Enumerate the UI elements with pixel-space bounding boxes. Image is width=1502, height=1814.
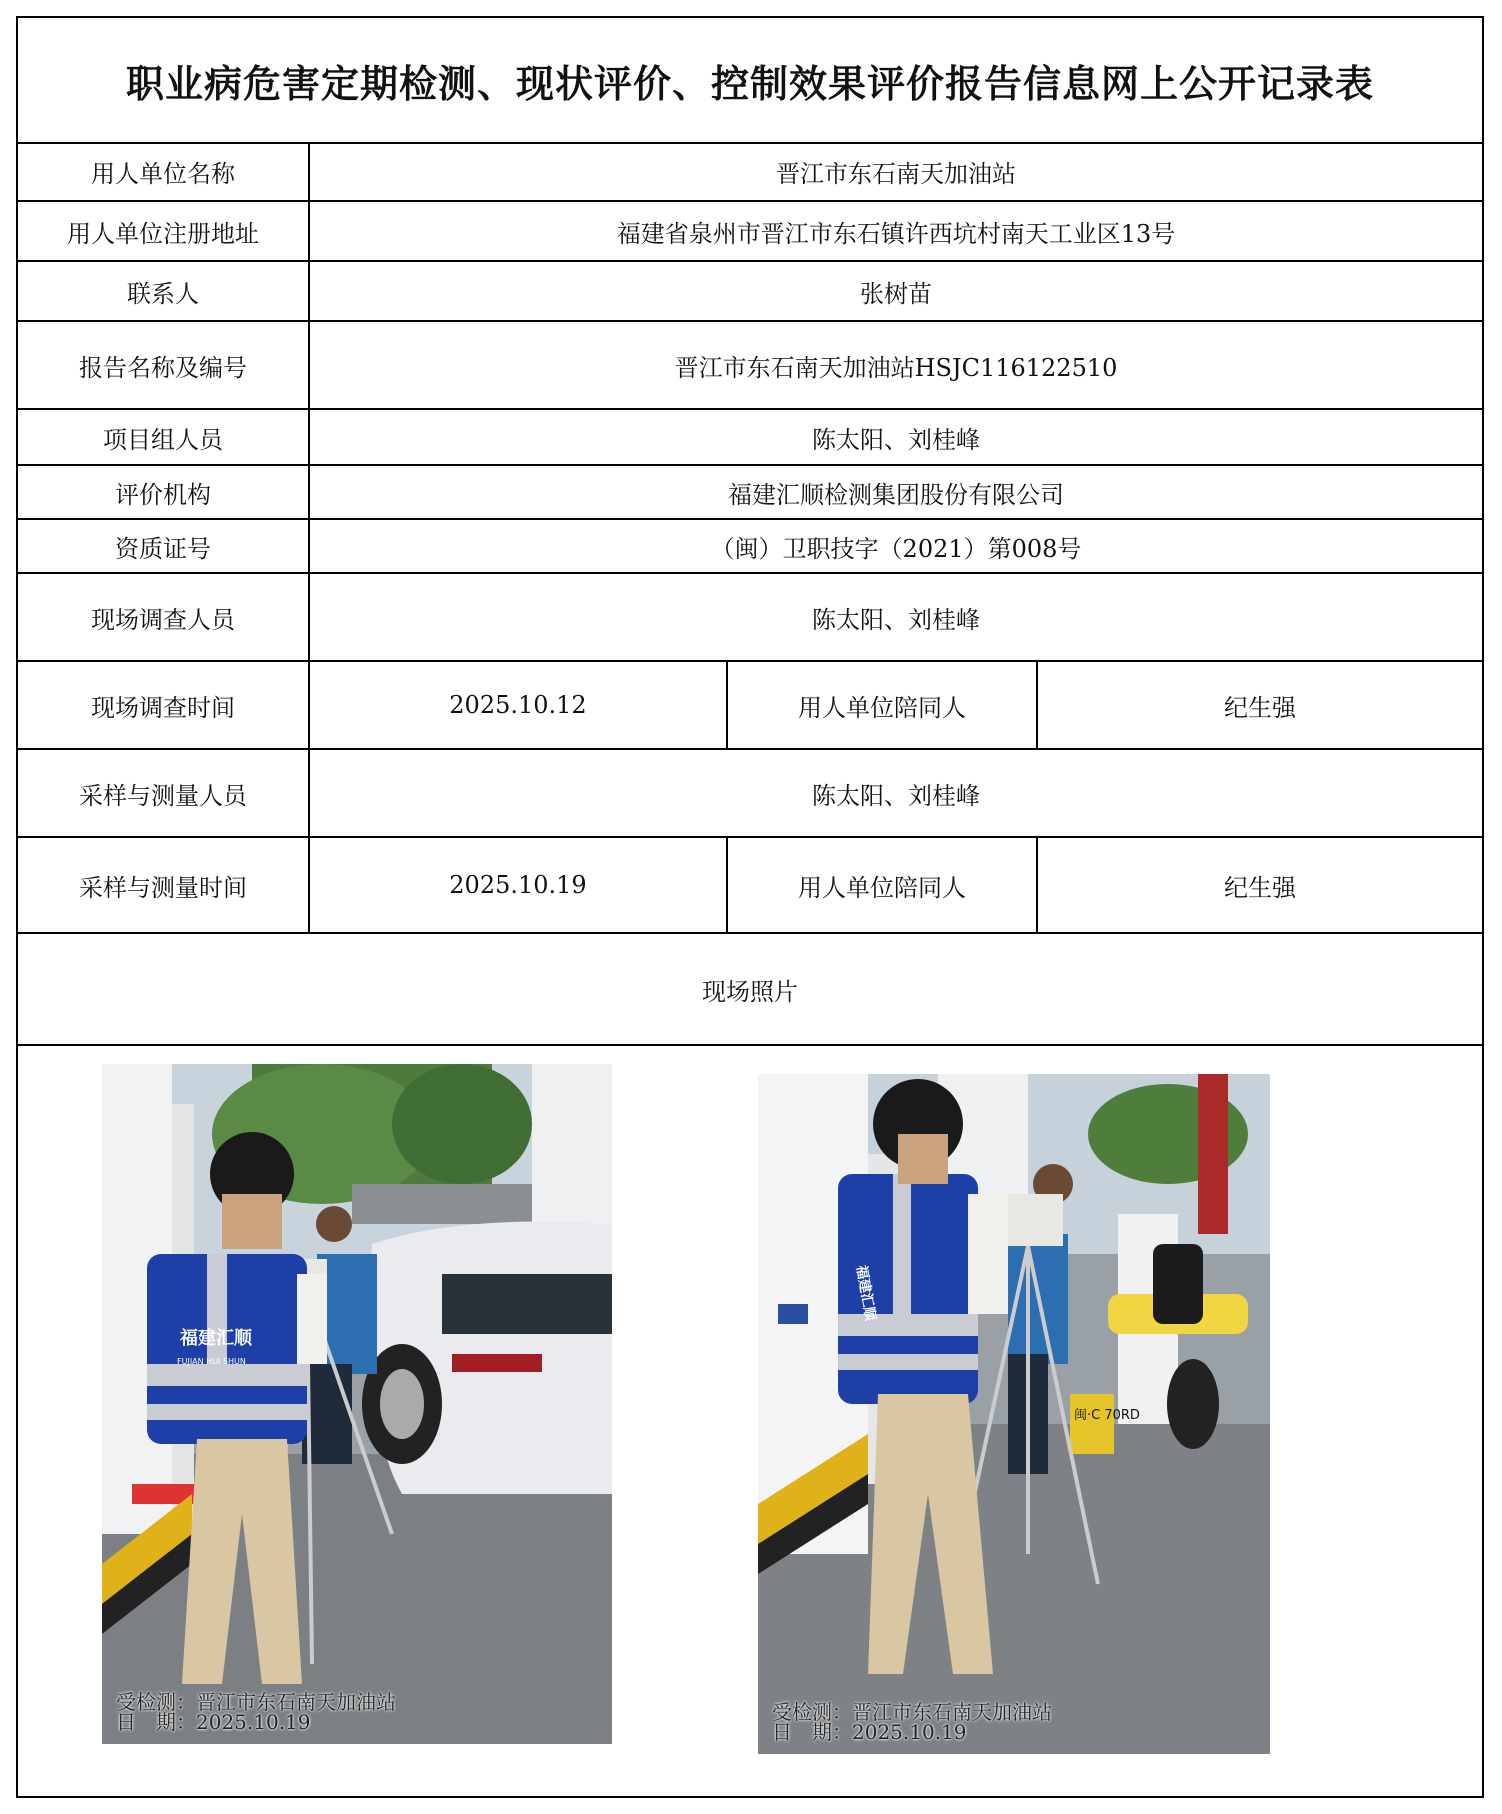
photo-2-plate: 闽·C 70RD (1074, 1408, 1140, 1423)
label-survey-staff: 现场调查人员 (18, 574, 310, 660)
photo-2-scene (758, 1074, 1270, 1754)
label-agency: 评价机构 (18, 466, 310, 518)
row-sampling-staff (18, 750, 1482, 838)
row-agency (18, 466, 1482, 520)
site-photo-2 (758, 1074, 1270, 1754)
row-photos-header (18, 934, 1482, 1046)
value-employer-address: 福建省泉州市晋江市东石镇许西坑村南天工业区13号 (616, 219, 1176, 248)
row-survey-time (18, 662, 1482, 750)
photo-2-vest-text: 福建汇顺 (852, 1264, 879, 1322)
label-survey-companion: 用人单位陪同人 (728, 662, 1038, 748)
photos-area (18, 1046, 1482, 1796)
photo-1-stamp-line2: 日 期：2025.10.19 (116, 1710, 311, 1734)
label-survey-time: 现场调查时间 (18, 662, 310, 748)
photo-1-stamp-line1: 受检测：晋江市东石南天加油站 (116, 1690, 396, 1714)
photo-1-scene (102, 1064, 612, 1744)
row-contact (18, 262, 1482, 322)
site-photo-1 (102, 1064, 612, 1744)
photo-2-stamp-line2: 日 期：2025.10.19 (772, 1720, 967, 1744)
label-employer-name: 用人单位名称 (18, 142, 310, 200)
label-sampling-time: 采样与测量时间 (18, 838, 310, 932)
photo-2-stamp-line1: 受检测：晋江市东石南天加油站 (772, 1700, 1052, 1724)
value-survey-staff: 陈太阳、刘桂峰 (812, 605, 980, 634)
photo-1-stamp (116, 1692, 396, 1732)
label-report: 报告名称及编号 (18, 322, 310, 408)
value-survey-companion: 纪生强 (1224, 693, 1296, 722)
value-license: （闽）卫职技字（2021）第008号 (710, 534, 1082, 563)
value-employer-name: 晋江市东石南天加油站 (776, 159, 1016, 188)
label-sampling-companion: 用人单位陪同人 (728, 838, 1038, 932)
row-license (18, 520, 1482, 574)
value-team: 陈太阳、刘桂峰 (812, 425, 980, 454)
photo-2-stamp (772, 1702, 1052, 1742)
photo-1-vest-text-en: FUJIAN HUI SHUN (177, 1357, 246, 1366)
record-table (16, 16, 1484, 1798)
row-survey-staff (18, 574, 1482, 662)
label-sampling-staff: 采样与测量人员 (18, 750, 310, 836)
value-sampling-companion: 纪生强 (1224, 873, 1296, 902)
value-report: 晋江市东石南天加油站HSJC116122510 (674, 353, 1118, 382)
label-employer-address: 用人单位注册地址 (18, 202, 310, 260)
photo-1-vest-text: 福建汇顺 (180, 1328, 252, 1349)
row-sampling-time (18, 838, 1482, 934)
label-license: 资质证号 (18, 520, 310, 572)
photos-header: 现场照片 (702, 977, 798, 1006)
row-employer-name (18, 142, 1482, 202)
row-employer-address (18, 202, 1482, 262)
row-team (18, 410, 1482, 466)
value-contact: 张树苗 (860, 279, 932, 308)
label-team: 项目组人员 (18, 410, 310, 464)
value-agency: 福建汇顺检测集团股份有限公司 (728, 480, 1064, 509)
value-sampling-staff: 陈太阳、刘桂峰 (812, 781, 980, 810)
page-title: 职业病危害定期检测、现状评价、控制效果评价报告信息网上公开记录表 (18, 18, 1482, 144)
value-survey-time: 2025.10.12 (310, 662, 728, 748)
label-contact: 联系人 (18, 262, 310, 320)
value-sampling-time: 2025.10.19 (310, 838, 728, 932)
row-report (18, 322, 1482, 410)
